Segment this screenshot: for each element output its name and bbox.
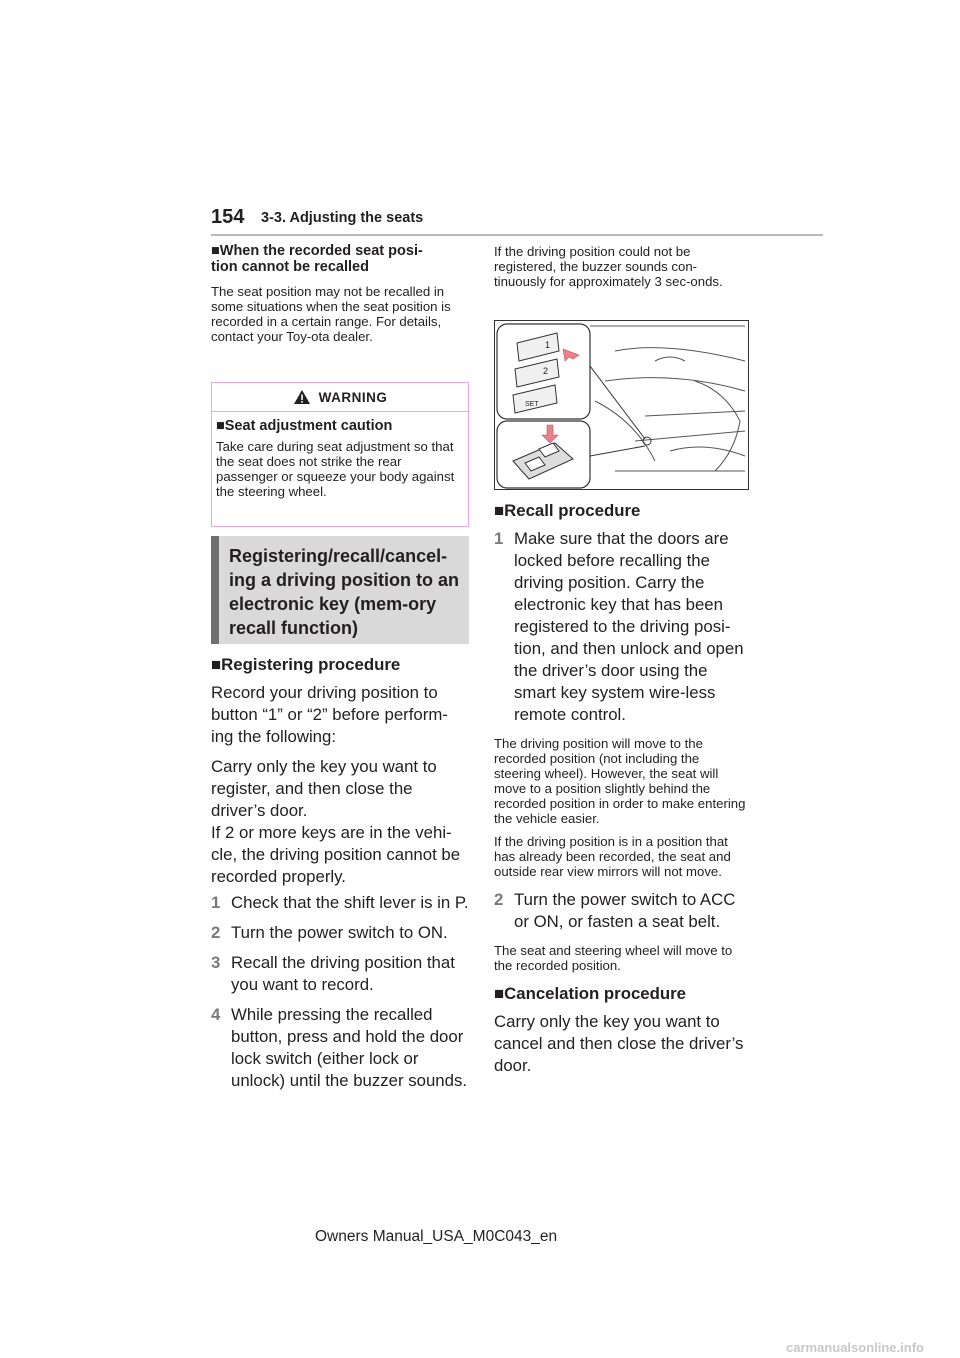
registering-multiple-keys: If 2 or more keys are in the vehi-cle, the driving position cannot be recorded properly. <box>211 823 461 886</box>
square-bullet-icon: ■ <box>216 418 225 434</box>
registering-intro: Record your driving position to button “1” or “2” before perform-ing the following: <box>211 683 448 746</box>
section-title: 3-3. Adjusting the seats <box>261 210 424 226</box>
recall-step-1: 1 Make sure that the doors are locked before recalling the driving position. Carry the electronic key that has been registered to the driving posi-tion, and then unlock and open the driver’s door using the smart key system wire-less remote control. <box>494 529 744 724</box>
square-bullet-icon: ■ <box>494 984 505 1003</box>
warning-box <box>211 382 469 527</box>
square-bullet-icon: ■ <box>211 655 222 674</box>
header-rule <box>211 234 823 236</box>
warning-subheading: ■Seat adjustment caution <box>216 418 393 434</box>
footer-manual-id: Owners Manual_USA_M0C043_en <box>315 1228 558 1245</box>
recall-note-1: The driving position will move to the recorded position (not including the steering wheel). However, the seat will move to a position slightly behind the recorded position in order to make entering the vehicle easier. <box>494 736 746 826</box>
memory-recall-callout: Registering/recall/cancel-ing a driving position to an electronic key (mem-ory recall function) <box>211 536 469 644</box>
warning-title: WARNING <box>318 389 388 405</box>
set-button-label: SET <box>525 401 539 408</box>
recorded-seat-note-heading: ■When the recorded seat posi- tion cannot be recalled <box>211 243 423 275</box>
recorded-seat-note-body: The seat position may not be recalled in some situations when the seat position is recorded in a certain range. For details, contact your Toy-ota dealer. <box>211 284 451 344</box>
buzzer-note: If the driving position could not be registered, the buzzer sounds con-tinuously for approximately 3 sec-onds. <box>494 244 723 289</box>
register-step-4: 4 While pressing the recalled button, press and hold the door lock switch (either lock or unlock) until the buzzer sounds. <box>211 1005 468 1090</box>
register-step-2: 2 Turn the power switch to ON. <box>211 923 448 942</box>
square-bullet-icon: ■ <box>211 243 220 259</box>
warning-body: Take care during seat adjustment so that the seat does not strike the rear passenger or squeeze your body against the steering wheel. <box>216 439 455 499</box>
registering-heading: ■Registering procedure <box>211 655 401 674</box>
warning-header <box>212 383 468 412</box>
recall-step-2: 2 Turn the power switch to ACC or ON, or fasten a seat belt. <box>494 890 736 931</box>
recall-note-2: If the driving position is in a position that has already been recorded, the seat and outside rear view mirrors will not move. <box>494 834 731 879</box>
register-step-1: 1 Check that the shift lever is in P. <box>211 893 469 912</box>
cancel-body: Carry only the key you want to cancel and then close the driver’s door. <box>494 1012 744 1075</box>
recall-note-3: The seat and steering wheel will move to the recorded position. <box>494 943 733 973</box>
warning-triangle-icon <box>293 389 311 405</box>
recall-heading: ■Recall procedure <box>494 501 641 520</box>
memory-button-2-label: 2 <box>543 366 549 376</box>
register-step-3: 3 Recall the driving position that you want to record. <box>211 953 455 994</box>
square-bullet-icon: ■ <box>494 501 505 520</box>
door-trim-drawing <box>495 321 749 490</box>
memory-button-1-label: 1 <box>545 340 551 350</box>
page-number: 154 <box>211 206 245 228</box>
memory-switch-illustration <box>494 320 749 490</box>
cancel-heading: ■Cancelation procedure <box>494 984 686 1003</box>
registering-carry-key: Carry only the key you want to register, and then close the driver’s door. <box>211 757 437 820</box>
watermark: carmanualsonline.info <box>786 1340 924 1355</box>
